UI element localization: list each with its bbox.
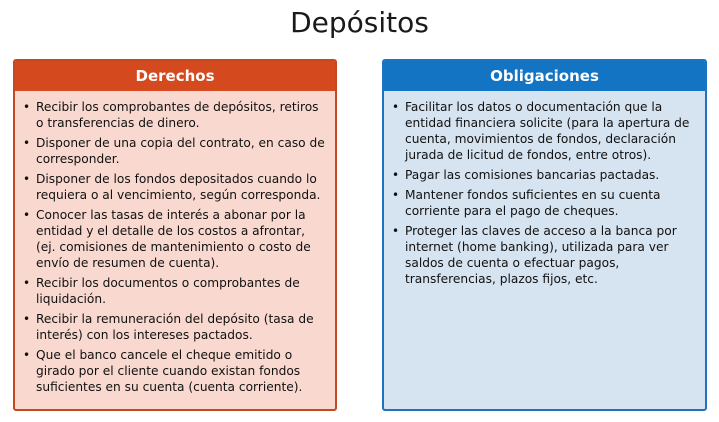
derechos-item: • Recibir los comprobantes de depósitos, retiros o transferencias de dinero. — [23, 99, 327, 131]
derechos-item: • Recibir la remuneración del depósito (tasa de interés) con los intereses pactados. — [23, 311, 327, 343]
derechos-item: • Conocer las tasas de interés a abonar por la entidad y el detalle de los costos a afrontar, (ej. comisiones de mantenimiento o costo de envío de resumen de cuenta). — [23, 207, 327, 271]
derechos-item: • Disponer de los fondos depositados cuando lo requiera o al vencimiento, según corresponda. — [23, 171, 327, 203]
derechos-header: Derechos — [15, 61, 335, 91]
obligaciones-item: • Pagar las comisiones bancarias pactadas. — [392, 167, 697, 183]
obligaciones-item: • Facilitar los datos o documentación que la entidad financiera solicite (para la apertura de cuenta, movimientos de fondos, declaración jurada de licitud de fondos, entre otros). — [392, 99, 697, 163]
derechos-list — [15, 91, 335, 395]
derechos-item: • Disponer de una copia del contrato, en caso de corresponder. — [23, 135, 327, 167]
obligaciones-header: Obligaciones — [384, 61, 705, 91]
obligaciones-list — [384, 91, 705, 287]
derechos-item: • Recibir los documentos o comprobantes de liquidación. — [23, 275, 327, 307]
obligaciones-item: • Proteger las claves de acceso a la banca por internet (home banking), utilizada para ver saldos de cuenta o efectuar pagos, transferencias, plazos fijos, etc. — [392, 223, 697, 287]
derechos-item: • Que el banco cancele el cheque emitido o girado por el cliente cuando existan fondos suficientes en su cuenta (cuenta corriente). — [23, 347, 327, 395]
obligaciones-panel — [382, 59, 707, 411]
obligaciones-item: • Mantener fondos suficientes en su cuenta corriente para el pago de cheques. — [392, 187, 697, 219]
derechos-panel — [13, 59, 337, 411]
page-title: Depósitos — [290, 6, 429, 39]
